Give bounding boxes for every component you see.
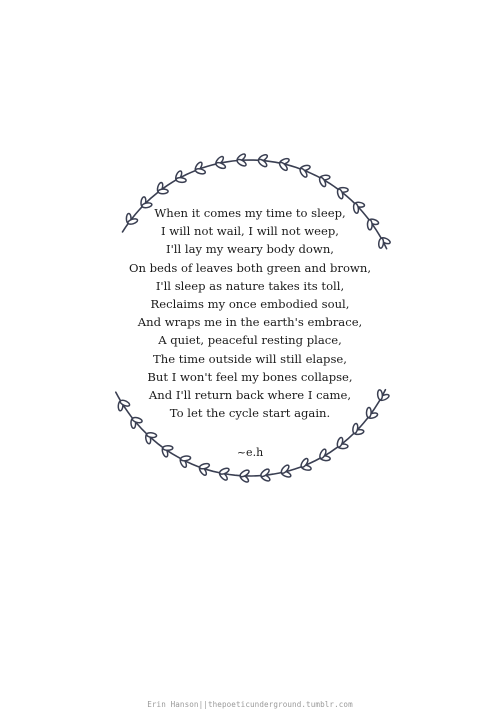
poem-line: And I'll return back where I came, [148,388,352,403]
poem-line: The time outside will still elapse, [153,351,347,366]
poem-line: And wraps me in the earth's embrace, [137,315,363,330]
poem-signature: ~e.h [236,446,264,459]
poem-line: To let the cycle start again. [169,406,331,421]
poem-line: A quiet, peaceful resting place, [158,333,342,348]
poem-line: I will not wail, I will not weep, [161,224,339,239]
poem-line: I'll sleep as nature takes its toll, [155,278,345,293]
poem-line: I'll lay my weary body down, [166,242,334,257]
laurel-leaf-icon [257,158,268,168]
laurel-leaf-icon [195,168,206,175]
poem-line: On beds of leaves both green and brown, [128,260,372,275]
laurel-leaf-icon [158,189,168,194]
laurel-leaf-icon [176,177,186,183]
poem-text [0,204,500,422]
footer-credit: Erin Hanson||thepoeticunderground.tumblr.com [147,700,353,709]
laurel-leaf-icon [199,463,210,470]
laurel-leaf-icon [146,432,157,438]
poem-line: When it comes my time to sleep, [154,206,346,220]
poem-line: Reclaims my once embodied soul, [150,297,350,312]
poem-line: But I won't feel my bones collapse, [147,369,353,384]
